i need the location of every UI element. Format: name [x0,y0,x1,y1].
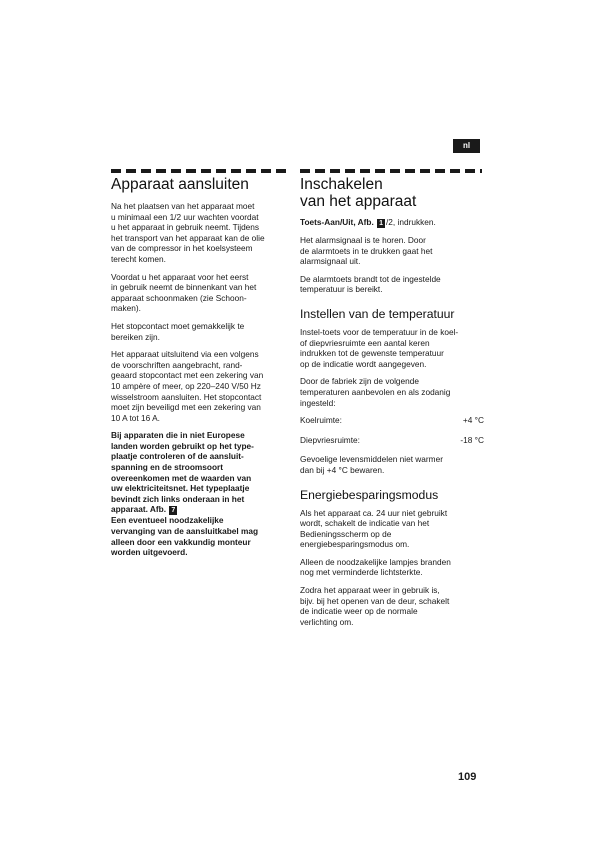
heading-temperatuur: Instellen van de temperatuur [300,306,455,321]
text-line: landen worden gebruikt op het type- [111,440,254,451]
text-line: u minimaal een 1/2 uur wachten voordat [111,211,259,222]
text-line: in gebruik neemt de binnenkant van het [111,282,257,293]
paragraph-factory [300,376,484,408]
text-line: Als het apparaat ca. 24 uur niet gebruikt [300,507,448,518]
typeplate-lines [111,430,289,504]
text-line: dan bij +4 °C bewaren. [300,464,385,475]
paragraph-sensitive-food [300,454,484,475]
text-line: wisselstroom aansluiten. Het stopcontact [111,391,262,402]
button-instruction-post: /2, indrukken. [385,217,436,227]
text-line: bijv. bij het openen van de deur, schakelt [300,595,450,606]
text-line: terecht komen. [111,253,166,264]
heading-line-2: van het apparaat [300,193,417,210]
text-line: temperatuur is bereikt. [300,284,383,295]
text-line: bevindt zich links onderaan in het [111,493,245,504]
temp-row-cool [300,415,484,426]
heading-inschakelen [300,176,484,210]
section-divider-right [300,169,482,173]
text-line: Bedieningsscherm op de [300,528,392,539]
text-line: 10 A tot 16 A. [111,412,160,423]
paragraph-energy-3 [300,585,484,627]
text-line: geaard stopcontact met een zekering van [111,370,264,381]
cool-value: +4 °C [462,415,484,426]
paragraph-on-off-button [300,217,484,228]
paragraph-wait [111,201,289,265]
text-line: De alarmtoets brandt tot de ingestelde [300,273,441,284]
text-line: moet zijn beveiligd met een zekering van [111,402,261,413]
text-line: het transport van het apparaat kan de olie [111,232,265,243]
text-line: alleen door een vakkundig monteur [111,536,251,547]
text-line: van de compressor in het koelsysteem [111,243,253,254]
paragraph-alarm [300,235,484,267]
text-line: Zodra het apparaat weer in gebruik is, [300,585,440,596]
text-line: maken). [111,303,141,314]
text-line: vervanging van de aansluitkabel mag [111,526,259,537]
text-line: alarmsignaal uit. [300,256,361,267]
text-line: Het stopcontact moet gemakkelijk te [111,320,245,331]
paragraph-typeplate [111,430,289,515]
text-line: apparaat schoonmaken (zie Schoon- [111,292,247,303]
paragraph-clean [111,272,289,314]
text-line: energiebesparingsmodus om. [300,539,410,550]
text-line: spanning en de stroomsoort [111,462,224,473]
paragraph-energy-2 [300,557,484,578]
freeze-value: -18 °C [460,434,484,445]
text-line: Alleen de noodzakelijke lampjes branden [300,556,451,567]
figure-number-badge: 1 [379,220,383,227]
text-line: de alarmtoets in te drukken gaat het [300,245,433,256]
text-line: uw elektriciteitsnet. Het typeplaatje [111,483,250,494]
text-line: op de indicatie wordt aangegeven. [300,358,427,369]
button-instruction-pre: Toets-Aan/Uit, Afb. [300,217,374,227]
figure-number-badge: 7 [171,507,176,515]
temp-row-freeze [300,435,484,446]
paragraph-temp-setting [300,327,484,369]
text-line: Door de fabriek zijn de volgende [300,376,419,387]
paragraph-alarm-light [300,274,484,295]
text-line: wordt, schakelt de indicatie van het [300,518,430,529]
paragraph-cable [111,515,289,557]
heading-line-1: Inschakelen [300,176,383,193]
text-line: de voorschriften aangebracht, rand- [111,359,243,370]
text-line: u het apparaat in gebruik neemt. Tijdens [111,222,260,233]
text-line: 10 ampère of meer, op 220–240 V/50 Hz [111,380,261,391]
text-line: Na het plaatsen van het apparaat moet [111,201,255,211]
text-line: Een eventueel noodzakelijke [111,515,224,526]
text-line: overeenkomen met de waarden van [111,472,252,483]
text-line: plaatje controleren of de aansluit- [111,451,244,462]
text-line: ingesteld: [300,397,336,408]
heading-energiebesparing: Energiebesparingsmodus [300,487,439,502]
text-line: Instel-toets voor de temperatuur in de koel- [300,326,459,337]
text-line: Gevoelige levensmiddelen niet warmer [300,454,443,465]
left-column [111,176,289,558]
typeplate-fig-text: apparaat. Afb. [111,504,167,515]
language-badge: nl [453,139,480,153]
text-line: Bij apparaten die in niet Europese [111,430,245,441]
text-line: verlichting om. [300,616,354,627]
freeze-label: Diepvriesruimte: [300,434,360,445]
section-divider-left [111,169,286,173]
paragraph-socket [111,321,289,342]
cool-label: Koelruimte: [300,415,342,426]
paragraph-energy-1 [300,508,484,550]
text-line: nog met verminderde lichtsterkte. [300,567,423,578]
text-line: Voordat u het apparaat voor het eerst [111,271,249,282]
page-number: 109 [458,771,477,783]
text-line: of diepvriesruimte een aantal keren [300,337,430,348]
right-column [300,176,484,634]
text-line: indrukken tot de gewenste temperatuur [300,348,444,359]
text-line: worden uitgevoerd. [111,547,188,558]
paragraph-connection [111,349,289,423]
text-line: Het apparaat uitsluitend via een volgens [111,349,259,360]
text-line: bereiken zijn. [111,331,160,342]
text-line: Het alarmsignaal is te horen. Door [300,235,426,245]
text-line: de indicatie weer op de normale [300,606,418,617]
text-line: temperaturen aanbevolen en als zodanig [300,386,451,397]
heading-apparaat-aansluiten: Apparaat aansluiten [111,176,249,193]
